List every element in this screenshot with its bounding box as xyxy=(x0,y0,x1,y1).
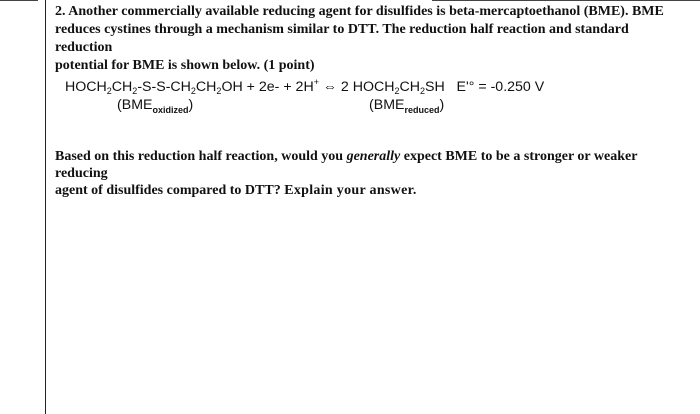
oxidized-prefix: (BME xyxy=(117,97,153,113)
tail-part-1: Based on this reduction half reaction, would you xyxy=(55,149,347,164)
explain-instruction: Explain your answer. xyxy=(284,183,417,198)
tail-part-2: expect BME to be a stronger or weaker reducing xyxy=(55,149,638,181)
potential-value: = -0.250 V xyxy=(474,79,545,95)
question-line-3: potential for BME is shown below. (1 point) xyxy=(55,58,315,73)
eq-text: CH xyxy=(111,79,133,95)
top-rule-left xyxy=(0,0,38,1)
eq-text: 2 HOCH xyxy=(336,79,395,95)
oxidized-label xyxy=(117,97,193,113)
eq-sub: 2 xyxy=(132,86,138,96)
eq-text: CH xyxy=(399,79,420,95)
reduced-label xyxy=(369,97,444,113)
top-rule-right xyxy=(432,0,700,1)
question-line-1: 2. Another commercially available reducing agent for disulfides is beta-mercaptoethanol (BME). BME xyxy=(55,4,664,19)
proton-charge: + xyxy=(313,77,319,87)
half-reaction-equation xyxy=(65,76,544,96)
eq-sub: 2 xyxy=(419,86,425,96)
reduced-suffix: ) xyxy=(439,97,445,113)
eq-text: SH xyxy=(425,79,445,95)
question-text xyxy=(55,3,685,75)
potential-label: E'° xyxy=(456,79,475,95)
equilibrium-arrow-icon: ⇔ xyxy=(322,78,337,94)
eq-text: -S-S-CH xyxy=(137,79,191,95)
tail-part-3: agent of disulfides compared to DTT? xyxy=(55,183,285,198)
eq-sub: 2 xyxy=(190,86,196,96)
follow-up-question xyxy=(55,148,685,199)
oxidized-suffix: ) xyxy=(188,97,194,113)
question-line-2: reduces cystines through a mechanism similar to DTT. The reduction half reaction and standard reduction xyxy=(55,22,629,55)
eq-sub: 2 xyxy=(394,86,400,96)
tail-emphasis: generally xyxy=(346,149,401,164)
eq-text: CH xyxy=(195,79,217,95)
margin-line xyxy=(45,0,46,414)
eq-sub: 2 xyxy=(216,86,222,96)
eq-sub: 2 xyxy=(106,86,112,96)
oxidized-subscript: oxidized xyxy=(152,105,189,115)
eq-text: OH + 2e- + 2H xyxy=(221,79,314,95)
eq-text: HOCH xyxy=(65,79,107,95)
reduced-prefix: (BME xyxy=(369,97,405,113)
reduced-subscript: reduced xyxy=(404,105,440,115)
